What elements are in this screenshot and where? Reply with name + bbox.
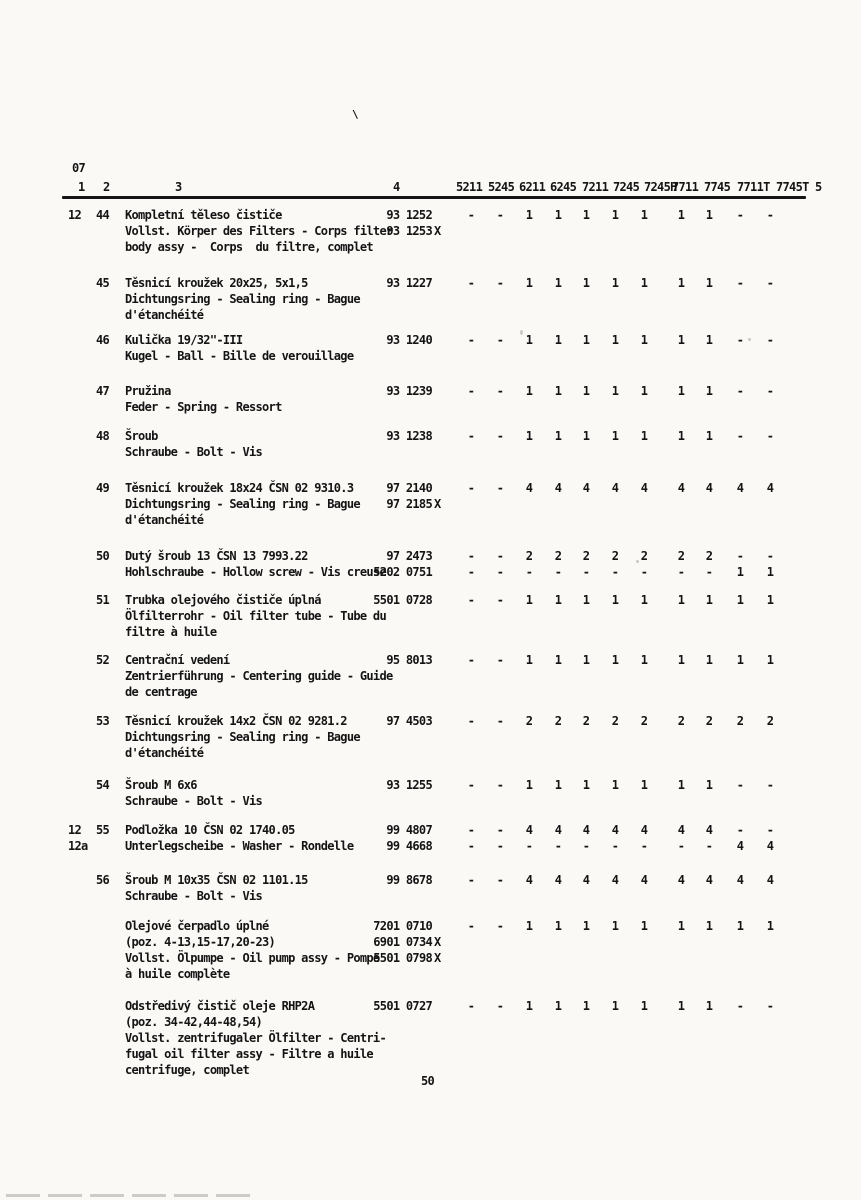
cell-x-mark: X [434, 935, 441, 949]
cell-quantity: 1 [640, 999, 648, 1013]
cell-quantity: - [467, 999, 475, 1013]
cell-description: Těsnicí kroužek 14x2 ČSN 02 9281.2 [125, 714, 347, 728]
cell-quantity: - [582, 839, 590, 853]
cell-quantity: 1 [705, 384, 713, 398]
cell-description: Dichtungsring - Sealing ring - Bague [125, 497, 360, 511]
cell-description: Feder - Spring - Ressort [125, 400, 282, 414]
cell-part-number: 97 2140 [386, 481, 432, 495]
cell-part-number: 93 1255 [386, 778, 432, 792]
header-model-7245: 7245 [613, 180, 640, 194]
cell-quantity: 4 [640, 481, 648, 495]
header-col-number: 4 [393, 180, 400, 194]
cell-quantity: 4 [525, 481, 533, 495]
cell-quantity: - [766, 999, 774, 1013]
header-model-6245: 6245 [550, 180, 577, 194]
cell-description: Trubka olejového čističe úplná [125, 593, 321, 607]
cell-quantity: 1 [677, 333, 685, 347]
cell-quantity: 1 [677, 778, 685, 792]
header-model-7711t: 7711T [737, 180, 770, 194]
cell-position: 44 [96, 208, 110, 222]
cell-quantity: 1 [640, 384, 648, 398]
cell-quantity: - [736, 549, 744, 563]
cell-quantity: 1 [554, 653, 562, 667]
cell-part-number: 93 1239 [386, 384, 432, 398]
cell-quantity: - [554, 565, 562, 579]
cell-quantity: 1 [677, 653, 685, 667]
cell-quantity: - [736, 276, 744, 290]
cell-quantity: 1 [554, 778, 562, 792]
cell-quantity: 1 [582, 276, 590, 290]
cell-quantity: 2 [582, 714, 590, 728]
cell-quantity: 4 [677, 873, 685, 887]
cell-quantity: 4 [582, 873, 590, 887]
cell-quantity: - [525, 565, 533, 579]
cell-description: à huile complète [125, 967, 230, 981]
cell-description: Vollst. Ölpumpe - Oil pump assy - Pompe [125, 951, 380, 965]
cell-quantity: 2 [611, 549, 619, 563]
header-model-7211: 7211 [582, 180, 609, 194]
cell-quantity: 1 [677, 919, 685, 933]
cell-quantity: - [525, 839, 533, 853]
cell-quantity: 1 [611, 778, 619, 792]
scan-artifact-mark: \ [352, 108, 358, 121]
cell-part-number: 97 2473 [386, 549, 432, 563]
cell-description: centrifuge, complet [125, 1063, 249, 1077]
cell-quantity: 4 [611, 873, 619, 887]
cell-part-number: 5202 0751 [373, 565, 432, 579]
cell-quantity: - [496, 208, 504, 222]
cell-quantity: - [766, 333, 774, 347]
cell-quantity: - [766, 823, 774, 837]
cell-position: 48 [96, 429, 110, 443]
cell-quantity: 4 [611, 823, 619, 837]
cell-quantity: - [705, 839, 713, 853]
cell-position: 56 [96, 873, 110, 887]
cell-description: Podložka 10 ČSN 02 1740.05 [125, 823, 295, 837]
cell-quantity: 2 [677, 714, 685, 728]
cell-quantity: 1 [611, 593, 619, 607]
cell-quantity: 1 [582, 333, 590, 347]
cell-quantity: 1 [677, 276, 685, 290]
cell-part-number: 99 4807 [386, 823, 432, 837]
cell-quantity: 4 [640, 823, 648, 837]
cell-quantity: 1 [582, 593, 590, 607]
cell-part-number: 99 8678 [386, 873, 432, 887]
cell-quantity: 1 [525, 999, 533, 1013]
cell-quantity: 1 [705, 999, 713, 1013]
cell-quantity: - [736, 333, 744, 347]
cell-quantity: 1 [705, 593, 713, 607]
header-divider-rule [62, 196, 806, 199]
cell-description: Olejové čerpadlo úplné [125, 919, 269, 933]
cell-quantity: 1 [525, 384, 533, 398]
cell-quantity: 4 [705, 823, 713, 837]
cell-position: 51 [96, 593, 110, 607]
cell-quantity: - [496, 549, 504, 563]
cell-quantity: 2 [611, 714, 619, 728]
cell-part-number: 5501 0798 [373, 951, 432, 965]
cell-quantity: 1 [736, 593, 744, 607]
cell-quantity: - [766, 549, 774, 563]
cell-part-number: 7201 0710 [373, 919, 432, 933]
cell-description: Dichtungsring - Sealing ring - Bague [125, 730, 360, 744]
cell-quantity: - [467, 208, 475, 222]
cell-ref-group: 12 [68, 208, 82, 222]
cell-quantity: - [496, 429, 504, 443]
cell-description: Šroub [125, 429, 158, 443]
cell-quantity: 1 [582, 999, 590, 1013]
cell-quantity: - [766, 778, 774, 792]
cell-quantity: - [496, 384, 504, 398]
cell-quantity: 2 [525, 549, 533, 563]
cell-description: body assy - Corps du filtre, complet [125, 240, 373, 254]
cell-quantity: 4 [736, 839, 744, 853]
cell-quantity: 1 [525, 919, 533, 933]
cell-quantity: 1 [766, 565, 774, 579]
cell-description: Šroub M 10x35 ČSN 02 1101.15 [125, 873, 308, 887]
cell-quantity: 1 [640, 208, 648, 222]
cell-quantity: - [496, 481, 504, 495]
cell-quantity: - [467, 565, 475, 579]
cell-quantity: - [467, 839, 475, 853]
cell-quantity: 4 [582, 823, 590, 837]
cell-quantity: 1 [736, 653, 744, 667]
cell-quantity: 2 [705, 714, 713, 728]
cell-quantity: - [582, 565, 590, 579]
cell-quantity: 2 [640, 714, 648, 728]
cell-position: 50 [96, 549, 110, 563]
cell-quantity: - [467, 919, 475, 933]
cell-quantity: 1 [554, 208, 562, 222]
cell-quantity: 4 [554, 873, 562, 887]
cell-quantity: 1 [525, 778, 533, 792]
cell-quantity: 1 [705, 333, 713, 347]
cell-quantity: - [611, 839, 619, 853]
cell-part-number: 97 2185 [386, 497, 432, 511]
cell-description: Kompletní těleso čističe [125, 208, 282, 222]
cell-description: de centrage [125, 685, 197, 699]
cell-quantity: 1 [525, 333, 533, 347]
form-code: 07 [72, 161, 86, 175]
cell-quantity: 1 [554, 333, 562, 347]
cell-description: Kugel - Ball - Bille de verouillage [125, 349, 354, 363]
cell-description: Pružina [125, 384, 171, 398]
cell-quantity: - [467, 549, 475, 563]
cell-quantity: - [766, 429, 774, 443]
cell-quantity: - [467, 873, 475, 887]
cell-quantity: 1 [611, 276, 619, 290]
cell-quantity: 1 [525, 208, 533, 222]
cell-quantity: 4 [705, 481, 713, 495]
cell-description: Dichtungsring - Sealing ring - Bague [125, 292, 360, 306]
cell-quantity: 1 [705, 778, 713, 792]
cell-quantity: - [467, 653, 475, 667]
cell-quantity: - [736, 999, 744, 1013]
cell-quantity: 4 [554, 823, 562, 837]
cell-quantity: - [736, 778, 744, 792]
cell-quantity: 4 [554, 481, 562, 495]
cell-description: Odstředivý čistič oleje RHP2A [125, 999, 315, 1013]
cell-quantity: 1 [525, 653, 533, 667]
cell-quantity: 1 [554, 429, 562, 443]
cell-quantity: 1 [640, 778, 648, 792]
cell-quantity: 4 [736, 873, 744, 887]
cell-quantity: 1 [611, 653, 619, 667]
cell-quantity: - [611, 565, 619, 579]
cell-quantity: 2 [554, 549, 562, 563]
cell-description: Schraube - Bolt - Vis [125, 794, 263, 808]
header-model-7745: 7745 [704, 180, 731, 194]
cell-quantity: 4 [582, 481, 590, 495]
cell-quantity: 4 [525, 873, 533, 887]
cell-quantity: 1 [640, 429, 648, 443]
cell-quantity: 1 [582, 208, 590, 222]
scan-speck [748, 338, 751, 341]
cell-quantity: - [766, 208, 774, 222]
cell-quantity: - [467, 714, 475, 728]
cell-quantity: 1 [640, 276, 648, 290]
cell-quantity: 1 [611, 208, 619, 222]
cell-quantity: 2 [766, 714, 774, 728]
cell-quantity: 2 [677, 549, 685, 563]
cell-position: 46 [96, 333, 110, 347]
cell-quantity: - [496, 919, 504, 933]
cell-quantity: 1 [705, 919, 713, 933]
cell-quantity: 4 [705, 873, 713, 887]
cell-quantity: 1 [677, 208, 685, 222]
cell-description: d'étanchéité [125, 513, 204, 527]
cell-quantity: 1 [766, 653, 774, 667]
cell-quantity: 2 [736, 714, 744, 728]
cell-quantity: - [640, 565, 648, 579]
cell-position: 55 [96, 823, 110, 837]
cell-description: Šroub M 6x6 [125, 778, 197, 792]
cell-quantity: 1 [736, 919, 744, 933]
cell-description: Unterlegscheibe - Washer - Rondelle [125, 839, 354, 853]
cell-description: Dutý šroub 13 ČSN 13 7993.22 [125, 549, 308, 563]
cell-description: Těsnicí kroužek 18x24 ČSN 02 9310.3 [125, 481, 354, 495]
scan-speck [520, 330, 523, 335]
cell-quantity: 1 [736, 565, 744, 579]
cell-quantity: - [496, 873, 504, 887]
cell-quantity: 1 [611, 384, 619, 398]
cell-quantity: 2 [525, 714, 533, 728]
cell-quantity: 1 [582, 778, 590, 792]
cell-quantity: 4 [736, 481, 744, 495]
cell-quantity: 1 [640, 593, 648, 607]
cell-quantity: - [467, 276, 475, 290]
cell-part-number: 5501 0727 [373, 999, 432, 1013]
cell-quantity: - [467, 429, 475, 443]
cell-quantity: 2 [554, 714, 562, 728]
cell-quantity: 1 [582, 429, 590, 443]
cell-quantity: 4 [640, 873, 648, 887]
cell-x-mark: X [434, 497, 441, 511]
cell-quantity: 1 [554, 593, 562, 607]
cell-x-mark: X [434, 224, 441, 238]
header-model-7711: 7711 [672, 180, 699, 194]
cell-quantity: 1 [677, 593, 685, 607]
cell-quantity: - [736, 823, 744, 837]
cell-quantity: 2 [640, 549, 648, 563]
cell-quantity: 4 [525, 823, 533, 837]
cell-position: 54 [96, 778, 110, 792]
cell-quantity: - [736, 384, 744, 398]
header-model-6211: 6211 [519, 180, 546, 194]
cell-quantity: 1 [705, 653, 713, 667]
cell-quantity: 1 [766, 593, 774, 607]
cell-description: Schraube - Bolt - Vis [125, 889, 263, 903]
cell-quantity: - [496, 999, 504, 1013]
cell-quantity: 1 [677, 999, 685, 1013]
cell-description: Centrační vedení [125, 653, 230, 667]
header-col-number: 3 [175, 180, 182, 194]
cell-part-number: 5501 0728 [373, 593, 432, 607]
cell-part-number: 93 1240 [386, 333, 432, 347]
cell-description: filtre à huile [125, 625, 217, 639]
scan-speck [636, 560, 639, 563]
cell-quantity: - [467, 384, 475, 398]
cell-part-number: 95 8013 [386, 653, 432, 667]
cell-quantity: 1 [677, 429, 685, 443]
cell-quantity: - [766, 276, 774, 290]
cell-description: Zentrierführung - Centering guide - Guide [125, 669, 393, 683]
cell-description: Vollst. Körper des Filters - Corps filter [125, 224, 393, 238]
cell-quantity: - [467, 593, 475, 607]
cell-quantity: - [705, 565, 713, 579]
cell-part-number: 97 4503 [386, 714, 432, 728]
cell-description: Schraube - Bolt - Vis [125, 445, 263, 459]
header-col-5: 5 [815, 180, 822, 194]
cell-quantity: 1 [640, 653, 648, 667]
cell-description: Vollst. zentrifugaler Ölfilter - Centri- [125, 1031, 386, 1045]
cell-part-number: 93 1253 [386, 224, 432, 238]
cell-quantity: - [496, 778, 504, 792]
cell-quantity: - [766, 384, 774, 398]
cell-quantity: 1 [525, 429, 533, 443]
cell-quantity: - [677, 839, 685, 853]
cell-part-number: 6901 0734 [373, 935, 432, 949]
cell-x-mark: X [434, 951, 441, 965]
cell-quantity: 4 [766, 481, 774, 495]
cell-quantity: - [554, 839, 562, 853]
cell-position: 49 [96, 481, 110, 495]
cell-quantity: 1 [554, 276, 562, 290]
cell-quantity: 4 [677, 823, 685, 837]
cell-ref-group: 12a [68, 839, 88, 853]
cell-description: (poz. 4-13,15-17,20-23) [125, 935, 276, 949]
cell-quantity: 1 [611, 919, 619, 933]
header-model-5245: 5245 [488, 180, 515, 194]
cell-quantity: 1 [705, 276, 713, 290]
header-model-5211: 5211 [456, 180, 483, 194]
cell-quantity: 1 [766, 919, 774, 933]
cell-quantity: - [467, 333, 475, 347]
cell-description: (poz. 34-42,44-48,54) [125, 1015, 263, 1029]
header-col-number: 1 [78, 180, 85, 194]
cell-description: Ölfilterrohr - Oil filter tube - Tube du [125, 609, 386, 623]
cell-quantity: 1 [554, 384, 562, 398]
cell-part-number: 99 4668 [386, 839, 432, 853]
cell-quantity: 1 [554, 999, 562, 1013]
cell-quantity: 4 [766, 839, 774, 853]
header-model-7745t: 7745T [776, 180, 809, 194]
cell-description: Kulička 19/32"-III [125, 333, 243, 347]
cell-quantity: 1 [582, 919, 590, 933]
cell-quantity: - [496, 653, 504, 667]
page-number: 50 [421, 1074, 435, 1088]
cell-description: d'étanchéité [125, 746, 204, 760]
cell-quantity: - [736, 208, 744, 222]
cell-part-number: 93 1238 [386, 429, 432, 443]
cell-quantity: 4 [677, 481, 685, 495]
cell-description: Těsnicí kroužek 20x25, 5x1,5 [125, 276, 308, 290]
cell-quantity: - [467, 778, 475, 792]
cell-quantity: 2 [582, 549, 590, 563]
cell-quantity: 2 [705, 549, 713, 563]
cell-quantity: - [496, 593, 504, 607]
cell-quantity: 1 [525, 276, 533, 290]
cell-quantity: - [496, 333, 504, 347]
cell-position: 52 [96, 653, 110, 667]
cell-quantity: 1 [582, 653, 590, 667]
cell-quantity: - [736, 429, 744, 443]
cell-quantity: 1 [611, 333, 619, 347]
cell-quantity: - [496, 839, 504, 853]
cell-quantity: 1 [677, 384, 685, 398]
cell-quantity: - [467, 481, 475, 495]
cell-position: 53 [96, 714, 110, 728]
cell-quantity: 1 [582, 384, 590, 398]
cell-quantity: 1 [705, 208, 713, 222]
cell-description: fugal oil filter assy - Filtre a huile [125, 1047, 373, 1061]
cell-position: 47 [96, 384, 110, 398]
header-col-number: 2 [103, 180, 110, 194]
cell-quantity: - [496, 823, 504, 837]
cell-quantity: 1 [525, 593, 533, 607]
cell-quantity: 1 [611, 429, 619, 443]
cell-quantity: - [496, 714, 504, 728]
cell-position: 45 [96, 276, 110, 290]
cell-part-number: 93 1227 [386, 276, 432, 290]
header-model-7245h: 7245H [644, 180, 677, 194]
cell-quantity: - [496, 565, 504, 579]
cell-quantity: - [640, 839, 648, 853]
cell-quantity: 1 [640, 333, 648, 347]
cell-description: d'étanchéité [125, 308, 204, 322]
cell-quantity: - [467, 823, 475, 837]
cell-description: Hohlschraube - Hollow screw - Vis creuse [125, 565, 386, 579]
cell-quantity: 4 [766, 873, 774, 887]
cell-quantity: - [677, 565, 685, 579]
cell-quantity: - [496, 276, 504, 290]
cell-quantity: 1 [611, 999, 619, 1013]
cell-quantity: 1 [705, 429, 713, 443]
cell-part-number: 93 1252 [386, 208, 432, 222]
cell-quantity: 1 [554, 919, 562, 933]
scan-artifact-line [6, 1194, 256, 1197]
cell-ref-group: 12 [68, 823, 82, 837]
cell-quantity: 1 [640, 919, 648, 933]
cell-quantity: 4 [611, 481, 619, 495]
